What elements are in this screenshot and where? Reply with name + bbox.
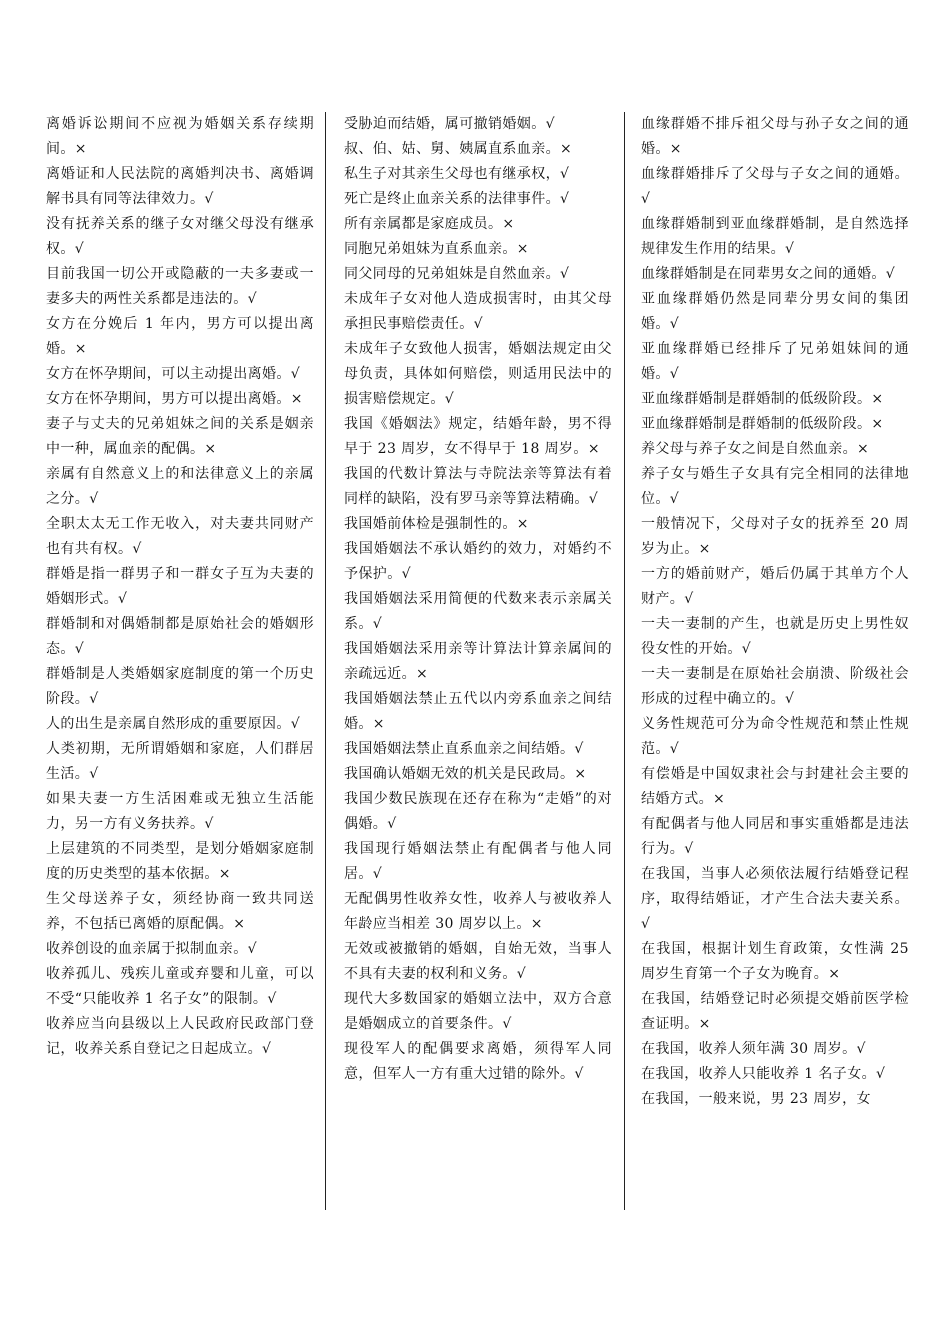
question-item: 义务性规范可分为命令性规范和禁止性规范。√ [641, 716, 909, 757]
question-item: 我国《婚姻法》规定，结婚年龄，男不得早于 23 周岁，女不得早于 18 周岁。× [344, 416, 612, 457]
question-item: 血缘群婚不排斥祖父母与孙子女之间的通婚。× [641, 116, 909, 157]
question-item: 一方的婚前财产，婚后仍属于其单方个人财产。√ [641, 566, 909, 607]
question-item: 我国少数民族现在还存在称为“走婚”的对偶婚。√ [344, 791, 612, 832]
column-divider [624, 112, 625, 1210]
question-item: 未成年子女致他人损害，婚姻法规定由父母负责，具体如何赔偿，则适用民法中的损害赔偿规定。√ [344, 341, 612, 407]
question-item: 现役军人的配偶要求离婚，须得军人同意，但军人一方有重大过错的除外。√ [344, 1041, 612, 1082]
question-item: 在我国，当事人必须依法履行结婚登记程序，取得结婚证，才产生合法夫妻关系。√ [641, 866, 909, 932]
question-item: 亚血缘群婚制是群婚制的低级阶段。× [641, 416, 884, 432]
question-item: 妻子与丈夫的兄弟姐妹之间的关系是姻亲中一种，属血亲的配偶。× [46, 416, 314, 457]
question-item: 人类初期，无所谓婚姻和家庭，人们群居生活。√ [46, 741, 314, 782]
question-item: 我国的代数计算法与寺院法亲等算法有着同样的缺陷，没有罗马亲等算法精确。√ [344, 466, 612, 507]
question-item: 我国确认婚姻无效的机关是民政局。× [344, 766, 587, 782]
question-item: 未成年子女对他人造成损害时，由其父母承担民事赔偿责任。√ [344, 291, 612, 332]
question-item: 一般情况下，父母对子女的抚养至 20 周岁为止。× [641, 516, 909, 557]
question-item: 目前我国一切公开或隐蔽的一夫多妻或一妻多夫的两性关系都是违法的。√ [46, 266, 314, 307]
question-item: 离婚证和人民法院的离婚判决书、离婚调解书具有同等法律效力。√ [46, 166, 314, 207]
question-item: 我国婚姻法采用简便的代数来表示亲属关系。√ [344, 591, 612, 632]
question-item: 受胁迫而结婚，属可撤销婚姻。√ [344, 116, 555, 132]
question-item: 在我国，一般来说，男 23 周岁，女 [641, 1091, 871, 1107]
question-item: 血缘群婚制是在同辈男女之间的通婚。√ [641, 266, 896, 282]
question-item: 在我国，收养人须年满 30 周岁。√ [641, 1041, 866, 1057]
question-item: 无效或被撤销的婚姻，自始无效，当事人不具有夫妻的权利和义务。√ [344, 941, 612, 982]
question-item: 养父母与养子女之间是自然血亲。× [641, 441, 870, 457]
question-item: 群婚是指一群男子和一群女子互为夫妻的婚姻形式。√ [46, 566, 314, 607]
question-item: 养子女与婚生子女具有完全相同的法律地位。√ [641, 466, 909, 507]
question-item: 我国婚姻法采用亲等计算法计算亲属间的亲疏远近。× [344, 641, 612, 682]
question-item: 群婚制是人类婚姻家庭制度的第一个历史阶段。√ [46, 666, 314, 707]
question-item: 亚血缘群婚制是群婚制的低级阶段。× [641, 391, 884, 407]
question-item: 没有抚养关系的继子女对继父母没有继承权。√ [46, 216, 314, 257]
question-item: 收养孤儿、残疾儿童或弃婴和儿童，可以不受“只能收养 1 名子女”的限制。√ [46, 966, 314, 1007]
question-item: 在我国，根据计划生育政策，女性满 25 周岁生育第一个子女为晚育。× [641, 941, 909, 982]
question-item: 群婚制和对偶婚制都是原始社会的婚姻形态。√ [46, 616, 314, 657]
question-item: 离婚诉讼期间不应视为婚姻关系存续期间。× [46, 116, 314, 157]
question-item: 上层建筑的不同类型，是划分婚姻家庭制度的历史类型的基本依据。× [46, 841, 314, 882]
question-item: 血缘群婚排斥了父母与子女之间的通婚。√ [641, 166, 909, 207]
question-item: 亚血缘群婚已经排斥了兄弟姐妹间的通婚。√ [641, 341, 909, 382]
question-item: 我国现行婚姻法禁止有配偶者与他人同居。√ [344, 841, 612, 882]
question-item: 女方在怀孕期间，男方可以提出离婚。× [46, 391, 303, 407]
question-item: 有配偶者与他人同居和事实重婚都是违法行为。√ [641, 816, 909, 857]
question-item: 我国婚姻法禁止直系血亲之间结婚。√ [344, 741, 584, 757]
question-item: 同胞兄弟姐妹为直系血亲。× [344, 241, 529, 257]
column-divider [325, 112, 326, 1210]
question-item: 女方在分娩后 1 年内，男方可以提出离婚。× [46, 316, 314, 357]
text-column-2 [344, 112, 612, 1087]
question-item: 私生子对其亲生父母也有继承权，√ [344, 166, 570, 182]
question-item: 一夫一妻制是在原始社会崩溃、阶级社会形成的过程中确立的。√ [641, 666, 909, 707]
question-item: 死亡是终止血亲关系的法律事件。√ [344, 191, 570, 207]
question-item: 在我国，结婚登记时必须提交婚前医学检查证明。× [641, 991, 909, 1032]
question-item: 现代大多数国家的婚姻立法中，双方合意是婚姻成立的首要条件。√ [344, 991, 612, 1032]
text-column-1 [46, 112, 314, 1062]
question-item: 女方在怀孕期间，可以主动提出离婚。√ [46, 366, 301, 382]
question-item: 收养应当向县级以上人民政府民政部门登记，收养关系自登记之日起成立。√ [46, 1016, 314, 1057]
question-item: 亲属有自然意义上的和法律意义上的亲属之分。√ [46, 466, 314, 507]
question-item: 人的出生是亲属自然形成的重要原因。√ [46, 716, 301, 732]
question-item: 有偿婚是中国奴隶社会与封建社会主要的结婚方式。× [641, 766, 909, 807]
question-item: 我国婚前体检是强制性的。× [344, 516, 529, 532]
text-column-3 [641, 112, 909, 1112]
question-item: 血缘群婚制到亚血缘群婚制，是自然选择规律发生作用的结果。√ [641, 216, 909, 257]
question-item: 无配偶男性收养女性，收养人与被收养人年龄应当相差 30 周岁以上。× [344, 891, 612, 932]
question-item: 收养创设的血亲属于拟制血亲。√ [46, 941, 257, 957]
question-item: 亚血缘群婚仍然是同辈分男女间的集团婚。√ [641, 291, 909, 332]
question-item: 生父母送养子女，须经协商一致共同送养，不包括已离婚的原配偶。× [46, 891, 314, 932]
question-item: 同父同母的兄弟姐妹是自然血亲。√ [344, 266, 570, 282]
question-item: 全职太太无工作无收入，对夫妻共同财产也有共有权。√ [46, 516, 314, 557]
question-item: 一夫一妻制的产生，也就是历史上男性奴役女性的开始。√ [641, 616, 909, 657]
question-item: 所有亲属都是家庭成员。× [344, 216, 515, 232]
question-item: 我国婚姻法不承认婚约的效力，对婚约不予保护。√ [344, 541, 612, 582]
question-item: 叔、伯、姑、舅、姨属直系血亲。× [344, 141, 573, 157]
question-item: 我国婚姻法禁止五代以内旁系血亲之间结婚。× [344, 691, 612, 732]
question-item: 在我国，收养人只能收养 1 名子女。√ [641, 1066, 886, 1082]
question-item: 如果夫妻一方生活困难或无独立生活能力，另一方有义务扶养。√ [46, 791, 314, 832]
